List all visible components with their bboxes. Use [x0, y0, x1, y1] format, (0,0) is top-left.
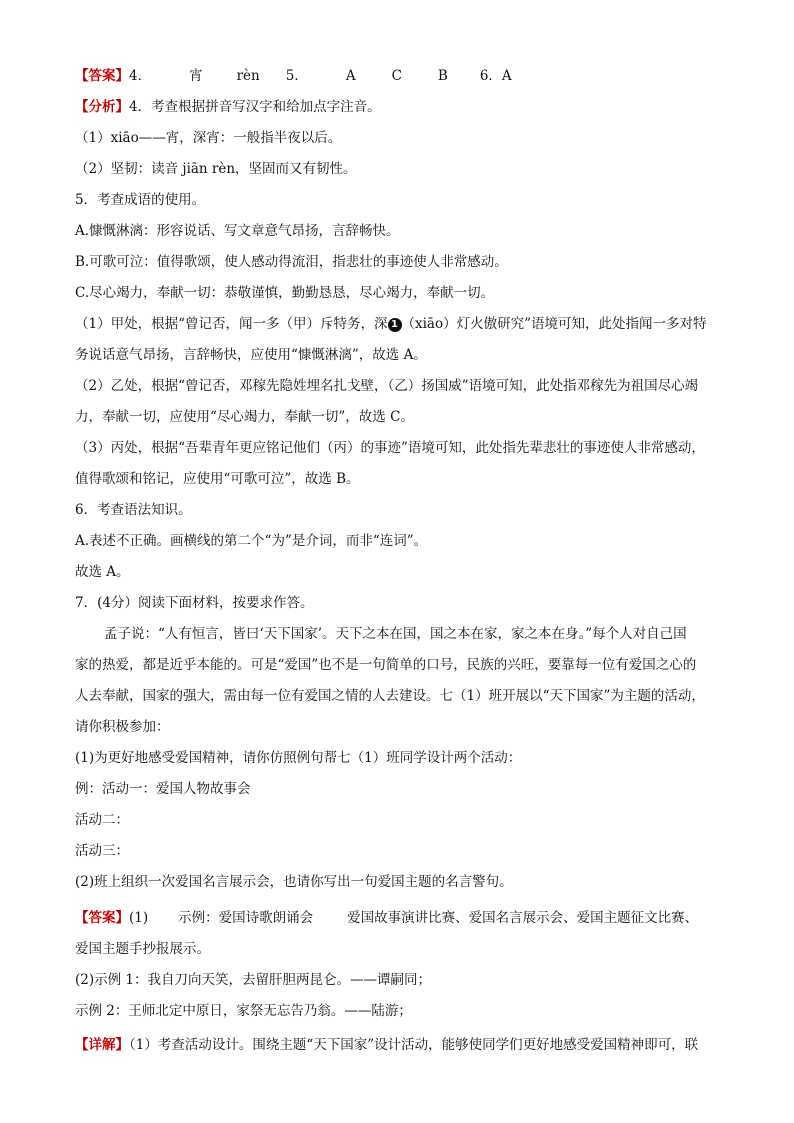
circled-number-icon: 1 — [388, 318, 402, 332]
analysis-line-6: B.可歌可泣：值得歌颂，使人感动得流泪，指悲壮的事迹使人非常感动。 — [75, 254, 508, 270]
analysis-line-13: 值得歌颂和铭记，应使用“可歌可泣”，故选 B。 — [75, 471, 360, 487]
detail-tag: 【详解】 — [75, 1037, 129, 1053]
activity-3: 活动三： — [75, 843, 129, 859]
sub-question-1: (1)为更好地感受爱国精神，请你仿照例句帮七（1）班同学设计两个活动： — [75, 750, 522, 766]
answer-line-5: 示例 2：王师北定中原日，家祭无忘告乃翁。——陆游； — [75, 1003, 412, 1019]
analysis-line-14: 6．考查语法知识。 — [75, 502, 192, 518]
analysis-line-12: （3）丙处，根据“吾辈青年更应铭记他们（丙）的事迹”语境可知，此处指先辈悲壮的事迹使人非常感动， — [75, 440, 705, 456]
sub-question-2: (2)班上组织一次爱国名言展示会，也请你写出一句爱国主题的名言警句。 — [75, 874, 513, 890]
analysis-line-11: 力，奉献一切，应使用“尽心竭力，奉献一切”，故选 C。 — [75, 409, 414, 425]
analysis-line-10: （2）乙处，根据“曾记否，邓稼先隐姓埋名扎戈壁，（乙）扬国威”语境可知，此处指邓稼先为祖国尽心竭 — [75, 378, 699, 394]
analysis-line-9: 务说话意气昂扬，言辞畅快，应使用“慷慨淋漓”，故选 A。 — [75, 347, 427, 363]
detail-line-1: 【详解】（1）考查活动设计。围绕主题“天下国家”设计活动，能够使同学们更好地感受爱国精神即可，联 — [75, 1037, 699, 1053]
activity-2: 活动二： — [75, 812, 129, 828]
answer-line-3: 爱国主题手抄报展示。 — [75, 941, 210, 957]
analysis-line-16: 故选 A。 — [75, 564, 130, 580]
question-7-title: 7．(4分）阅读下面材料，按要求作答。 — [75, 595, 314, 611]
analysis-line-3: （2）坚韧：读音 jiān rèn，坚固而又有韧性。 — [75, 161, 357, 177]
passage-line-3: 人去奉献，国家的强大，需由每一位有爱国之情的人去建设。七（1）班开展以“天下国家”为主题的活动， — [75, 688, 705, 704]
passage-line-2: 家的热爱，都是近乎本能的。可是“爱国”也不是一句简单的口号，民族的兴旺，要靠每一位有爱国之心的 — [75, 657, 697, 673]
answer-line-1: 【答案】4． 宵 rèn 5． A C B 6．A — [75, 68, 512, 84]
analysis-line-2: （1）xiāo——宵，深宵：一般指半夜以后。 — [75, 130, 342, 146]
answer-line-4: (2)示例 1：我自刀向天笑，去留肝胆两昆仑。——谭嗣同； — [75, 972, 432, 988]
analysis-tag: 【分析】 — [75, 99, 129, 115]
analysis-line-1: 【分析】4．考查根据拼音写汉字和给加点字注音。 — [75, 99, 381, 115]
answer-tag: 【答案】 — [75, 68, 129, 84]
analysis-line-15: A.表述不正确。画横线的第二个“为”是介词，而非“连词”。 — [75, 533, 428, 549]
passage-line-1: 孟子说：“人有恒言，皆曰‘天下国家’。天下之本在国，国之本在家，家之本在身。”每个人对自己国 — [104, 626, 687, 642]
passage-line-4: 请你积极参加： — [75, 719, 170, 735]
analysis-line-5: A.慷慨淋漓：形容说话、写文章意气昂扬，言辞畅快。 — [75, 223, 400, 239]
example-activity: 例：活动一：爱国人物故事会 — [75, 781, 251, 797]
answer-line-2: 【答案】(1) 示例：爱国诗歌朗诵会 爱国故事演讲比赛、爱国名言展示会、爱国主题征文比赛、 — [75, 910, 699, 926]
analysis-line-7: C.尽心竭力，奉献一切：恭敬谨慎，勤勤恳恳，尽心竭力，奉献一切。 — [75, 285, 495, 301]
analysis-line-8: （1）甲处，根据“曾记否，闻一多（甲）斥特务，深 1 （xiāo）灯火傲研究”语境可知，此处指闻一多对特 — [75, 316, 707, 332]
answer-tag: 【答案】 — [75, 910, 129, 926]
analysis-line-4: 5．考查成语的使用。 — [75, 192, 206, 208]
